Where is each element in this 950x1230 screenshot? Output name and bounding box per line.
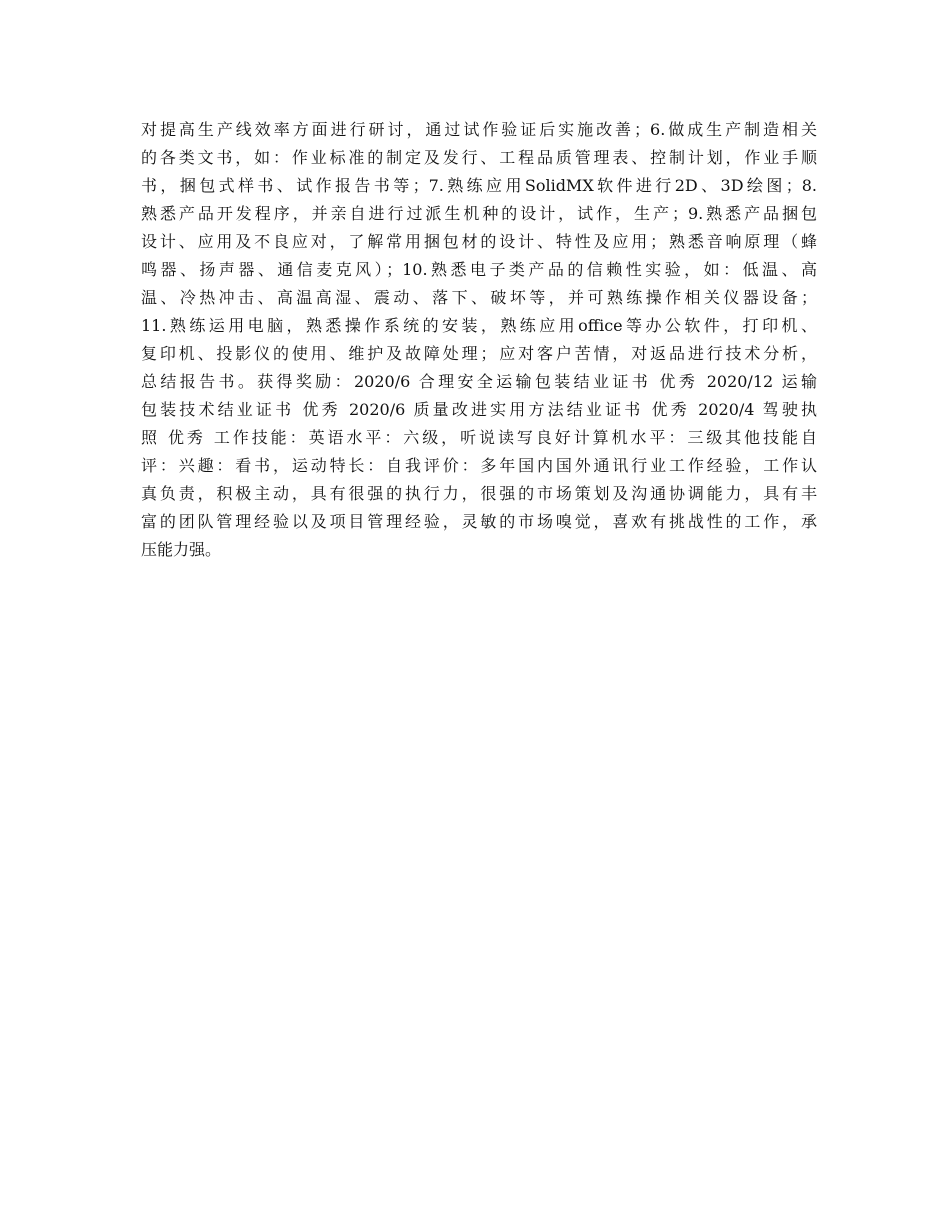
paragraph-line: 熟悉产品开发程序，并亲自进行过派生机种的设计，试作，生产；9.熟悉产品捆包	[141, 204, 817, 223]
paragraph-line: 评：兴趣：看书，运动特长：自我评价：多年国内国外通讯行业工作经验，工作认	[141, 456, 817, 475]
paragraph-line: 真负责，积极主动，具有很强的执行力，很强的市场策划及沟通协调能力，具有丰	[141, 484, 817, 503]
paragraph-line: 对提高生产线效率方面进行研讨，通过试作验证后实施改善；6.做成生产制造相关	[141, 120, 817, 139]
paragraph-line: 总结报告书。获得奖励：2020/6 合理安全运输包装结业证书 优秀 2020/12 运输	[141, 372, 817, 391]
paragraph-line: 书，捆包式样书、试作报告书等；7.熟练应用SolidMX软件进行2D、3D绘图；8.	[141, 176, 817, 195]
paragraph-line: 照 优秀 工作技能：英语水平：六级，听说读写良好计算机水平：三级其他技能自	[141, 428, 817, 447]
paragraph-line-last: 压能力强。	[141, 540, 222, 559]
paragraph-line: 设计、应用及不良应对，了解常用捆包材的设计、特性及应用；熟悉音响原理（蜂	[141, 232, 817, 251]
paragraph-line: 包装技术结业证书 优秀 2020/6 质量改进实用方法结业证书 优秀 2020/4 驾驶执	[141, 400, 817, 419]
paragraph-line: 的各类文书，如：作业标准的制定及发行、工程品质管理表、控制计划，作业手顺	[141, 148, 817, 167]
paragraph-line: 11.熟练运用电脑，熟悉操作系统的安装，熟练应用office等办公软件，打印机、	[141, 316, 817, 335]
paragraph-line: 复印机、投影仪的使用、维护及故障处理；应对客户苦情，对返品进行技术分析，	[141, 344, 817, 363]
body-paragraph	[141, 116, 817, 564]
paragraph-line: 温、冷热冲击、高温高湿、震动、落下、破坏等，并可熟练操作相关仪器设备；	[141, 288, 817, 307]
paragraph-line: 鸣器、扬声器、通信麦克风）；10.熟悉电子类产品的信赖性实验，如：低温、高	[141, 260, 817, 279]
paragraph-line: 富的团队管理经验以及项目管理经验，灵敏的市场嗅觉，喜欢有挑战性的工作，承	[141, 512, 817, 531]
